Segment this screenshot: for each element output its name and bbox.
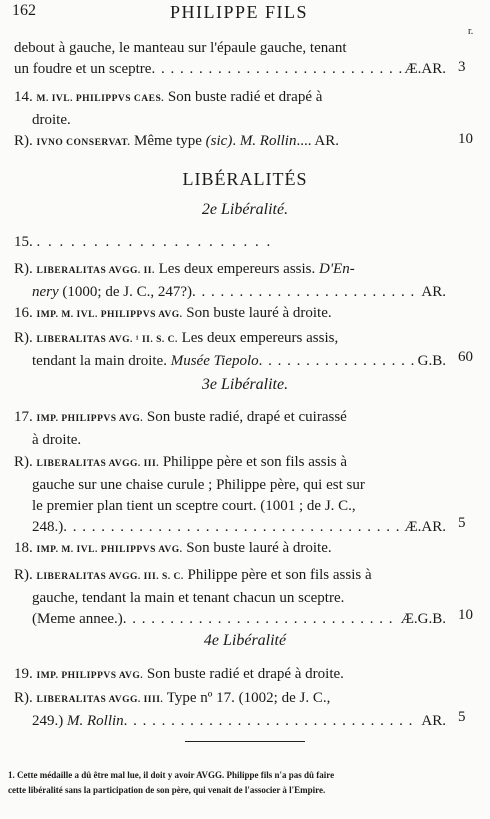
reverse-mark: R). xyxy=(14,261,33,277)
entry-line: droite. xyxy=(32,112,71,128)
page-number: 162 xyxy=(12,2,36,19)
leader-dots xyxy=(124,711,420,732)
collector: nery xyxy=(32,284,59,300)
coin-legend: IMP. PHILIPPVS AVG. xyxy=(36,671,144,681)
metal-code: Æ.AR. xyxy=(404,61,446,77)
collector: M. Rollin xyxy=(239,133,297,149)
entry-leader-line xyxy=(14,59,446,80)
entry-text: un foudre et un sceptre xyxy=(14,61,152,77)
entry-number: 14. xyxy=(14,89,33,105)
coin-legend: IMP. PHILIPPVS AVG. xyxy=(36,414,144,424)
collector: M. Rollin xyxy=(67,713,124,729)
entry-15-reverse xyxy=(14,259,446,303)
entry-text: Son buste radié, drapé et cuirassé xyxy=(143,409,347,425)
leader-dots xyxy=(151,59,402,80)
entry-number: 18. xyxy=(14,540,33,556)
entry-text: 249.) xyxy=(32,713,67,729)
entry-17-reverse xyxy=(14,452,446,538)
coin-legend: LIBERALITAS AVGG. III. xyxy=(36,459,160,469)
entry-line: debout à gauche, le manteau sur l'épaule gauche, tenant xyxy=(14,40,347,56)
coin-legend: LIBERALITAS AVGG. IIII. xyxy=(36,695,164,705)
metal-code: .... AR. xyxy=(296,133,339,149)
leader-dots xyxy=(192,282,419,303)
leader-dots: . . . . . . . . . . . . . . . . . . . . . xyxy=(36,234,273,250)
coin-legend: IMP. M. IVL. PHILIPPVS AVG. xyxy=(36,545,183,555)
footnote xyxy=(8,768,484,798)
price: 60 xyxy=(458,349,473,365)
entry-16 xyxy=(14,303,446,326)
subsection-title: 2e Libéralité. xyxy=(201,201,289,218)
entry-text: . xyxy=(232,133,240,149)
reverse-mark: R). xyxy=(14,133,33,149)
entry-text: Son buste radié et drapé à xyxy=(164,89,323,105)
entry-number: 19. xyxy=(14,666,33,682)
metal-code: AR. xyxy=(421,284,446,300)
price: 10 xyxy=(458,131,473,147)
coin-legend: LIBERALITAS AVGG. III. S. C. xyxy=(36,572,184,582)
entry-text: Les deux empereurs assis. xyxy=(154,261,320,277)
entry-16-reverse xyxy=(14,328,446,372)
reverse-mark: R). xyxy=(14,690,33,706)
entry-19 xyxy=(14,664,446,687)
entry-text: Son buste radié et drapé à droite. xyxy=(143,666,344,682)
entry-17 xyxy=(14,407,446,451)
running-title: PHILIPPE FILS xyxy=(170,2,309,22)
price: 3 xyxy=(458,59,466,75)
entry-15 xyxy=(14,232,446,253)
entry-19-reverse xyxy=(14,688,446,732)
entry-text: (1000; de J. C., 247?) xyxy=(58,284,192,300)
entry-number: 15. xyxy=(14,234,33,250)
entry-text: Philippe père et son fils assis à xyxy=(183,567,372,583)
reverse-mark: R). xyxy=(14,567,33,583)
entry-14-reverse xyxy=(14,131,446,154)
sic-note: (sic) xyxy=(205,133,233,149)
metal-code: Æ.AR. xyxy=(404,519,446,535)
price: 5 xyxy=(458,515,466,531)
price: 5 xyxy=(458,709,466,725)
entry-line: à droite. xyxy=(32,432,82,448)
leader-dots xyxy=(259,351,416,372)
coin-legend: IVNO CONSERVAT. xyxy=(36,138,131,148)
entry-line: gauche, tendant la main et tenant chacun un sceptre. xyxy=(32,590,345,606)
subsection-title: 4e Libéralité xyxy=(203,632,287,649)
coin-legend: M. IVL. PHILIPPVS CAES. xyxy=(36,94,165,104)
entry-text: 248.) xyxy=(32,519,64,535)
section-title: LIBÉRALITÉS xyxy=(182,169,308,189)
collector: Musée Tiepolo xyxy=(170,353,259,369)
entry-text: tendant la main droite. xyxy=(32,353,171,369)
coin-legend: IMP. M. IVL. PHILIPPVS AVG. xyxy=(36,310,183,320)
reverse-mark: R). xyxy=(14,330,33,346)
metal-code: AR. xyxy=(421,713,446,729)
margin-mark: r. xyxy=(468,26,474,37)
entry-18 xyxy=(14,538,446,561)
coin-legend: LIBERALITAS AVGG. II. xyxy=(36,266,155,276)
metal-code: G.B. xyxy=(417,353,446,369)
entry-text: Son buste lauré à droite. xyxy=(182,305,332,321)
collector: D'En- xyxy=(319,261,355,277)
footnote-line: 1. Cette médaille a dû être mal lue, il doit y avoir AVGG. Philippe fils n'a pas dû faire xyxy=(8,770,335,780)
subsection-title: 3e Libéralite. xyxy=(201,376,289,393)
leader-dots xyxy=(63,517,402,538)
coin-legend: LIBERALITAS AVG. ¹ II. S. C. xyxy=(36,335,178,345)
footnote-line: cette libéralité sans la participation de son père, qui venait de l'associer à l'Empire. xyxy=(8,785,326,795)
price: 10 xyxy=(458,607,473,623)
entry-text: Même type xyxy=(130,133,206,149)
entry-number: 17. xyxy=(14,409,33,425)
entry-text: Son buste lauré à droite. xyxy=(182,540,332,556)
entry-number: 16. xyxy=(14,305,33,321)
reverse-mark: R). xyxy=(14,454,33,470)
entry-line: le premier plan tient un sceptre court. (1001 ; de J. C., xyxy=(32,498,356,514)
entry-continuation xyxy=(14,38,446,80)
entry-14 xyxy=(14,87,446,131)
entry-line: gauche sur une chaise curule ; Philippe père, qui est sur xyxy=(32,477,365,493)
footnote-rule xyxy=(185,741,305,742)
metal-code: Æ.G.B. xyxy=(400,611,446,627)
entry-text: (Meme annee.) xyxy=(32,611,123,627)
entry-text: Les deux empereurs assis, xyxy=(177,330,339,346)
entry-text: Type nº 17. (1002; de J. C., xyxy=(163,690,331,706)
entry-text: Philippe père et son fils assis à xyxy=(159,454,347,470)
leader-dots xyxy=(123,609,399,630)
entry-18-reverse xyxy=(14,565,446,630)
